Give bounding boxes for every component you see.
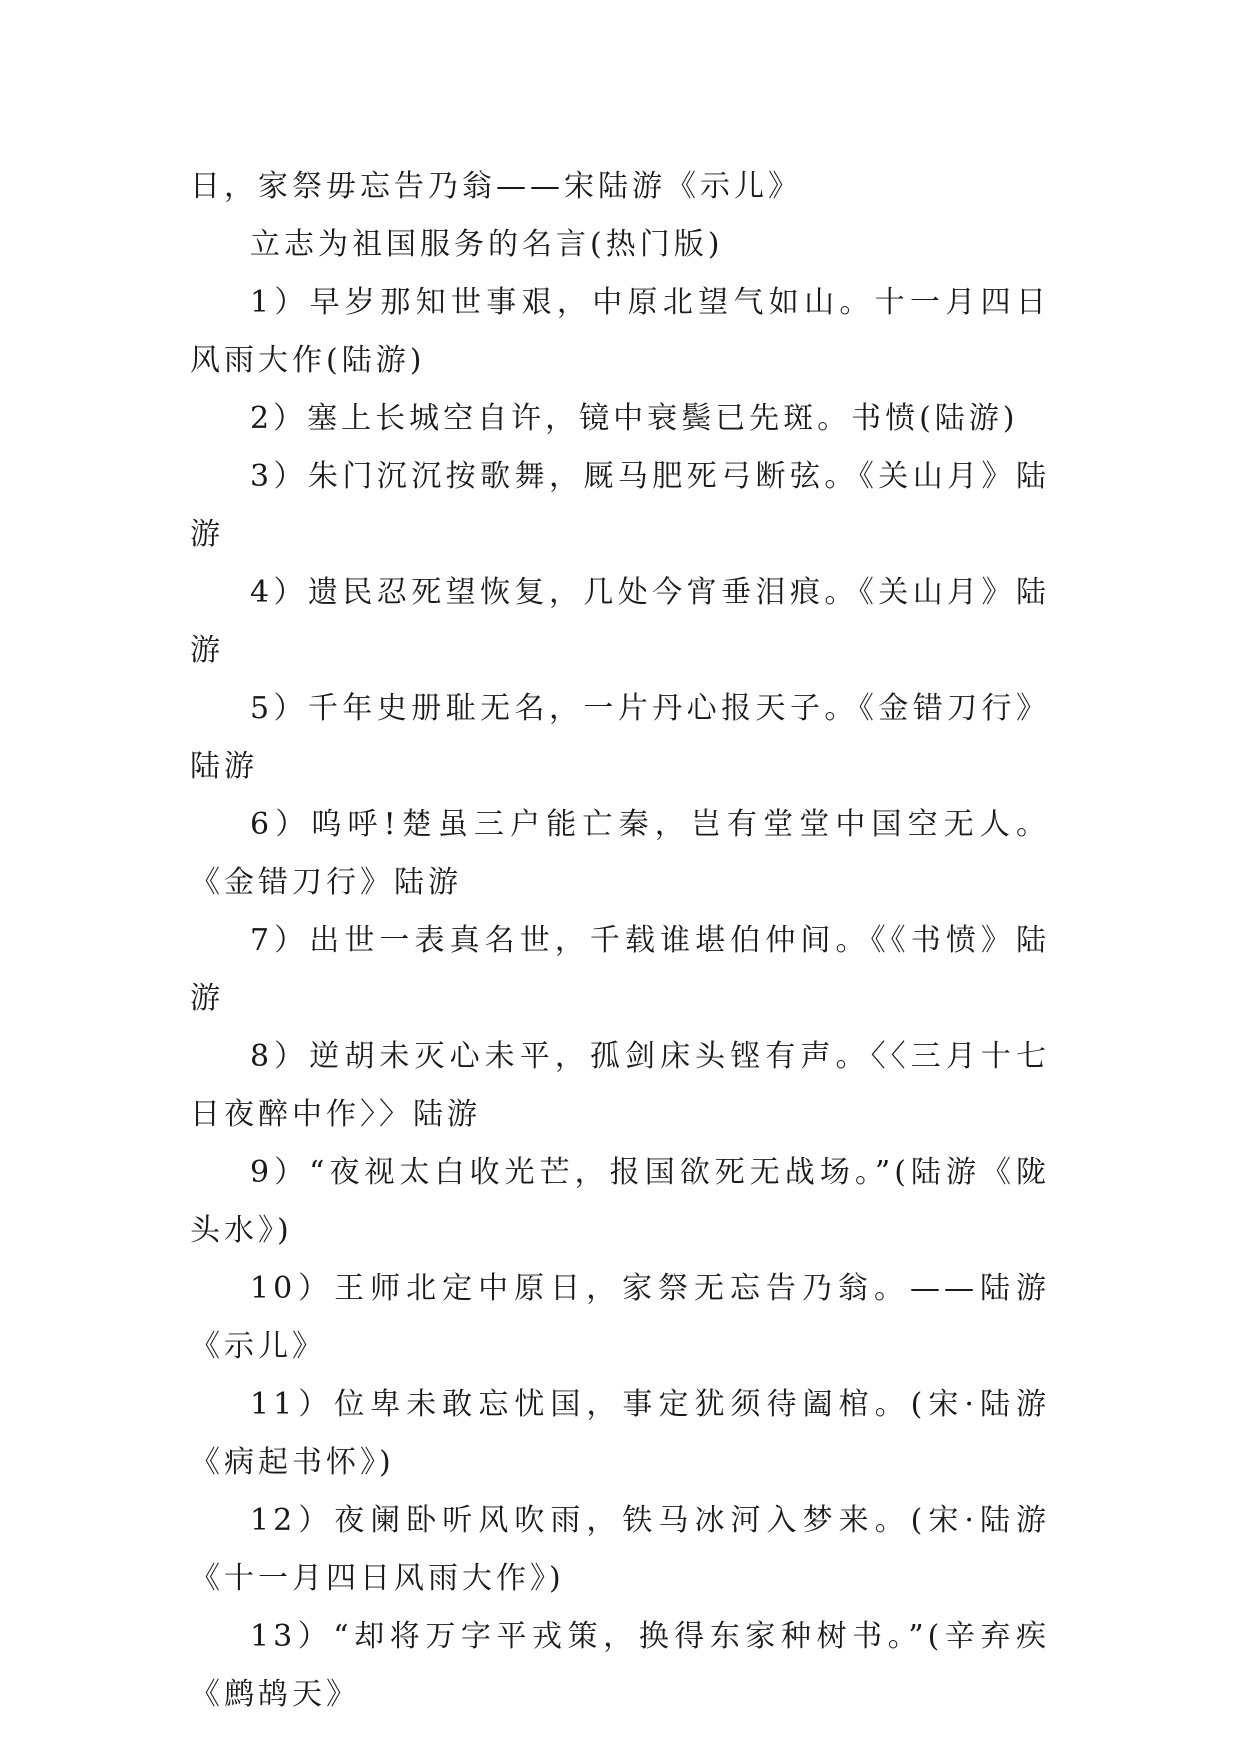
quote-item-2: 2）塞上长城空自许，镜中衰鬓已先斑。书愤(陆游) — [250, 401, 1019, 436]
quote-item-1: 1）早岁那知世事艰，中原北望气如山。十一月四日风雨大作(陆游) — [190, 285, 1050, 378]
quote-item-8: 8）逆胡未灭心未平，孤剑床头铿有声。〈〈三月十七日夜醉中作〉〉陆游 — [190, 1039, 1050, 1132]
quote-item-5: 5）千年史册耻无名，一片丹心报天子。《金错刀行》陆游 — [190, 691, 1050, 784]
section-heading: 立志为祖国服务的名言(热门版) — [250, 227, 724, 262]
document-body — [190, 158, 1050, 1724]
quote-item-6: 6）呜呼!楚虽三户能亡秦，岂有堂堂中国空无人。《金错刀行》陆游 — [190, 807, 1050, 900]
quote-item-9: 9）“夜视太白收光芒，报国欲死无战场。”(陆游《陇头水》) — [190, 1155, 1050, 1248]
quote-item-13: 13）“却将万字平戎策，换得东家种树书。”(辛弃疾《鹧鸪天》 — [190, 1619, 1050, 1712]
quote-item-11: 11）位卑未敢忘忧国，事定犹须待阖棺。(宋·陆游《病起书怀》) — [190, 1387, 1050, 1480]
quote-item-10: 10）王师北定中原日，家祭无忘告乃翁。——陆游《示儿》 — [190, 1271, 1050, 1364]
quote-item-3: 3）朱门沉沉按歌舞，厩马肥死弓断弦。《关山月》陆游 — [190, 459, 1050, 552]
quote-item-7: 7）出世一表真名世，千载谁堪伯仲间。《《书愤》陆游 — [190, 923, 1050, 1016]
paragraph-continuation: 日，家祭毋忘告乃翁——宋陆游《示儿》 — [190, 169, 802, 204]
quote-item-4: 4）遗民忍死望恢复，几处今宵垂泪痕。《关山月》陆游 — [190, 575, 1050, 668]
quote-item-12: 12）夜阑卧听风吹雨，铁马冰河入梦来。(宋·陆游《十一月四日风雨大作》) — [190, 1503, 1050, 1596]
